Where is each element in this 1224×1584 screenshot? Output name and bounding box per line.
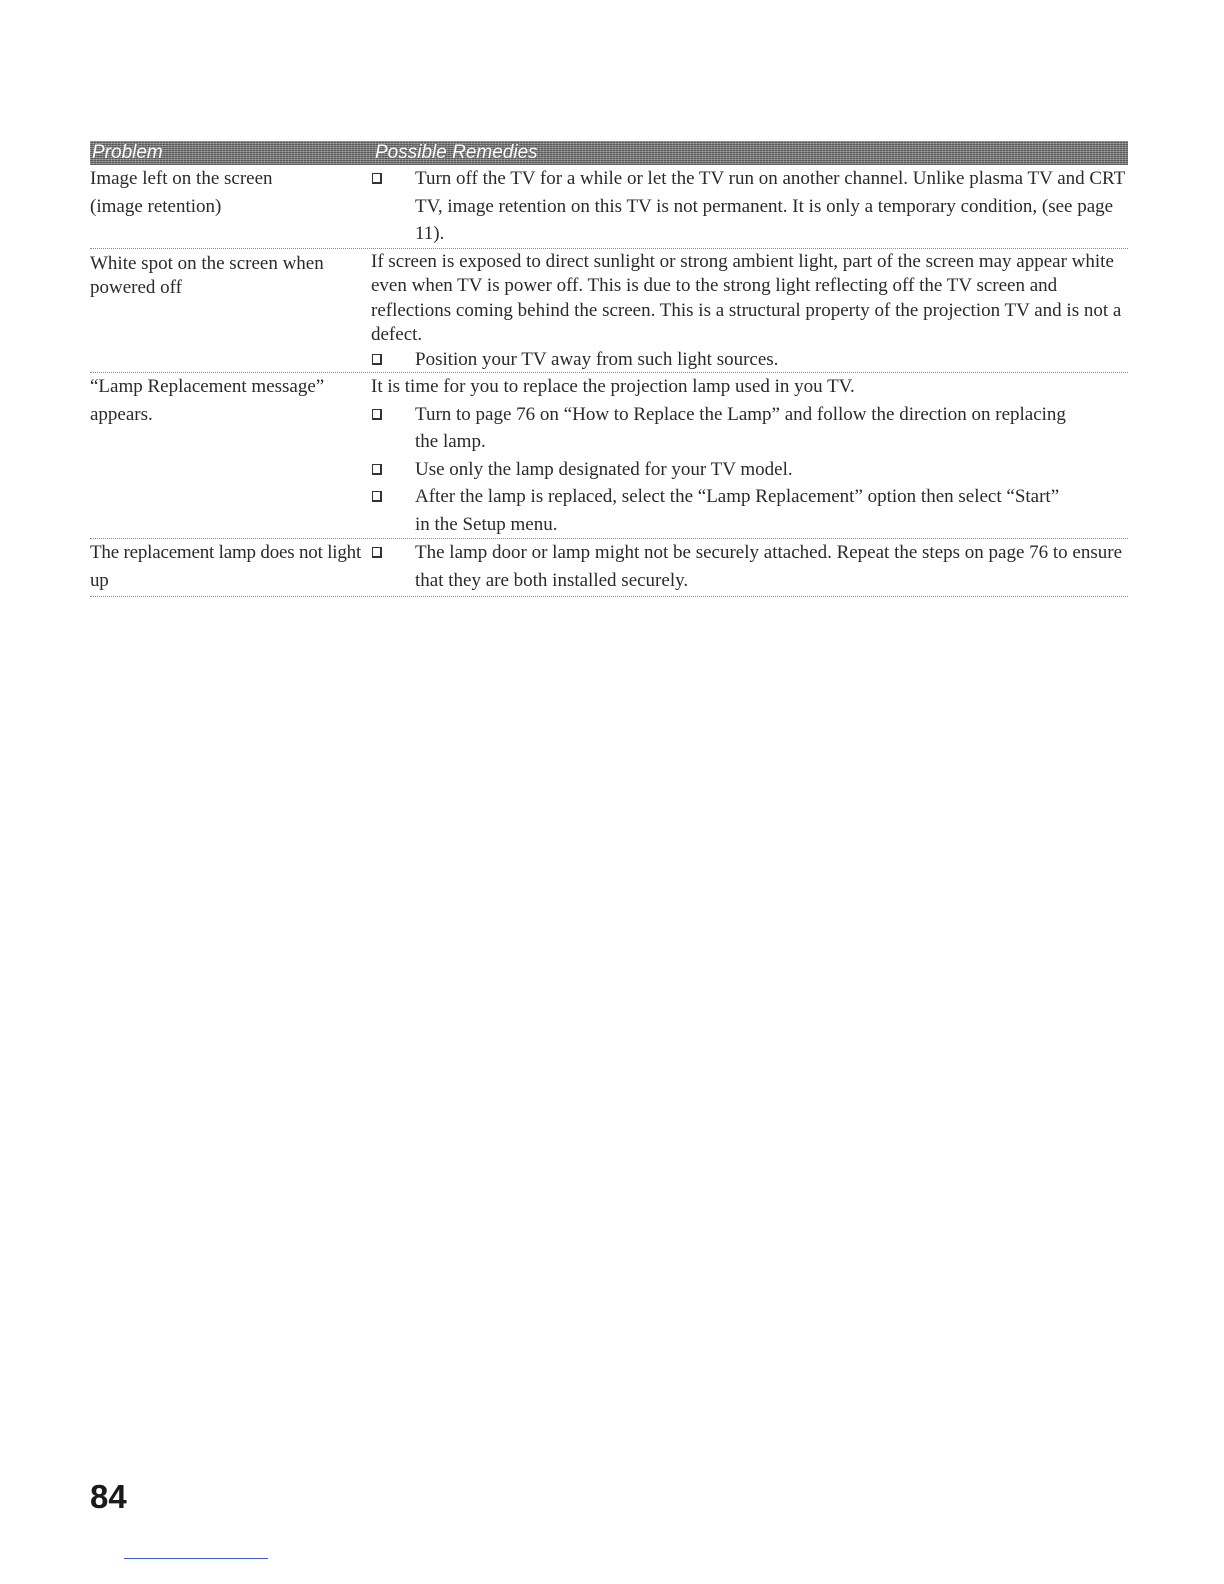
bullet-text: Turn to page 76 on “How to Replace the Lamp” and follow the direction on replacing the lamp. <box>415 403 1066 452</box>
bullet-text: After the lamp is replaced, select the “Lamp Replacement” option then select “Start” in the Setup menu. <box>415 486 1060 535</box>
footer-rule <box>124 1558 268 1559</box>
remedy-cell <box>371 165 1128 248</box>
header-problem: Problem <box>92 142 163 163</box>
remedy-bullet <box>371 483 1078 538</box>
problem-cell: The replacement lamp does not light up <box>90 542 362 591</box>
troubleshooting-table <box>90 141 1128 597</box>
checkbox-bullet-icon <box>371 456 415 484</box>
problem-cell: Image left on the screen (image retention) <box>90 168 273 217</box>
problem-cell: White spot on the screen when powered off <box>90 252 324 298</box>
bullet-text: Use only the lamp designated for your TV model. <box>415 458 793 480</box>
remedy-bullet <box>371 401 1078 456</box>
remedy-cell <box>371 539 1128 594</box>
table-header <box>90 141 1128 165</box>
checkbox-bullet-icon <box>371 401 415 456</box>
remedy-intro: It is time for you to replace the projection lamp used in you TV. <box>371 376 855 397</box>
remedy-cell <box>371 250 1128 373</box>
remedy-bullet <box>371 348 1122 373</box>
table-row <box>90 373 1128 539</box>
header-remedies: Possible Remedies <box>375 142 538 163</box>
remedy-intro: If screen is exposed to direct sunlight or strong ambient light, part of the screen may appear white even when TV is power off. This is due to the strong light reflecting off the TV screen and reflections coming behind the screen. This is a structural property of the projection TV and is not a defect. <box>371 250 1122 345</box>
table-row <box>90 165 1128 249</box>
checkbox-bullet-icon <box>371 539 415 594</box>
bullet-text: The lamp door or lamp might not be securely attached. Repeat the steps on page 76 to ensure that they are both installed securely. <box>415 542 1123 591</box>
remedy-bullet <box>371 456 1078 484</box>
table-row <box>90 539 1128 597</box>
problem-cell: “Lamp Replacement message” appears. <box>90 376 325 425</box>
checkbox-bullet-icon <box>371 348 415 373</box>
bullet-text: Turn off the TV for a while or let the TV run on another channel. Unlike plasma TV and CRT TV, image retention on this TV is not permanent. It is only a temporary condition, (see page 11). <box>415 168 1125 244</box>
checkbox-bullet-icon <box>371 483 415 538</box>
remedy-bullet <box>371 165 1128 248</box>
table-row <box>90 249 1128 374</box>
checkbox-bullet-icon <box>371 165 415 248</box>
remedy-bullet <box>371 539 1122 594</box>
page-number: 84 <box>90 1478 127 1515</box>
remedy-cell <box>371 373 1128 538</box>
bullet-text: Position your TV away from such light sources. <box>415 348 779 370</box>
